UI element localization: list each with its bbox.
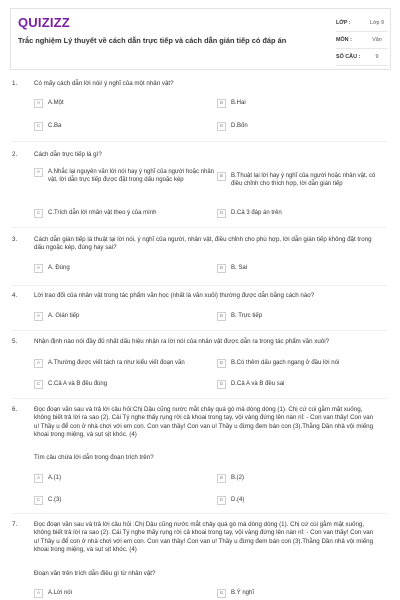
meta-row-count [336, 49, 388, 66]
option-letter: A [34, 99, 43, 108]
option-letter: A [34, 312, 43, 321]
option-a[interactable] [34, 590, 204, 598]
option-letter: D [217, 496, 226, 505]
meta-value: Lớp 9 [369, 20, 385, 26]
option-text: A. Gián tiếp [48, 313, 80, 319]
option-text: D.Cả 3 đáp án trên [231, 210, 282, 216]
option-a[interactable] [34, 265, 204, 273]
option-b[interactable] [217, 313, 377, 321]
option-text: D.Cả A và B đều sai [231, 381, 285, 387]
question-subtext: Đoạn văn trên trích dẫn điều gì từ nhân vật? [34, 570, 156, 577]
page-title: Trắc nghiệm Lý thuyết về cách dẫn trực tiếp và cách dẫn gián tiếp có đáp án [18, 36, 287, 45]
option-b[interactable] [217, 100, 377, 108]
question-text: Đọc đoạn văn sau và trả lời câu hỏi:Chị Dậu cũng nước mắt chảy quá gò má dòng dòng (1). Chị cứ cúi gằm mặt xuống, không biết trả lời ra sao (2). Cái Tý nghe thấy rụng rời cả khoai trong tay, vội vàng đứng lên nàn nỉ: - Con van thầy! Con van u! Thầy u để con ở nhà chơi với em con. Con van thầy! Con van u! Thầy u đừng đem bán con (3).Thằng Dần nhả vội miếng khoai trong miệng, và sụt sịt khóc. (4) [34, 406, 374, 439]
option-text: B.(2) [231, 475, 245, 481]
question-text: Cách dẫn trực tiếp là gì? [34, 151, 102, 158]
option-a[interactable] [34, 169, 214, 185]
divider [12, 141, 387, 142]
question-text: Có mấy cách dẫn lời nói/ ý nghĩ của một nhân vật? [34, 80, 174, 87]
option-letter: C [34, 496, 43, 505]
option-text: A. Đúng [48, 265, 70, 271]
divider [12, 330, 387, 331]
option-text: C.Ba [48, 123, 62, 129]
meta-key: LỚP : [336, 20, 351, 26]
question-number: 4. [12, 292, 18, 299]
option-text: A.(1) [48, 475, 62, 481]
option-text: D.(4) [231, 497, 245, 503]
option-letter: A [34, 168, 43, 177]
option-letter: B [217, 589, 226, 598]
option-b[interactable] [217, 360, 377, 368]
option-b[interactable] [217, 590, 377, 598]
question-text: Lời trao đổi của nhân vật trong tác phẩm văn học (nhất là văn xuôi) thường được dẫn bằng cách nào? [34, 292, 315, 299]
option-text: B.Hai [231, 100, 246, 106]
option-a[interactable] [34, 360, 214, 368]
question-number: 6. [12, 406, 18, 413]
option-letter: B [217, 474, 226, 483]
option-text: B.Ý nghĩ [231, 590, 255, 596]
option-d[interactable] [217, 497, 377, 505]
question-number: 2. [12, 151, 18, 158]
divider [12, 513, 387, 514]
meta-value: Văn [372, 37, 382, 43]
option-d[interactable] [217, 123, 377, 131]
option-a[interactable] [34, 313, 204, 321]
divider [12, 227, 387, 228]
divider [12, 285, 387, 286]
meta-key: SỐ CÂU : [336, 54, 361, 60]
question-number: 1. [12, 80, 18, 87]
option-text: B.Thuật lại lời hay ý nghĩ của người hoặc nhân vật, có điều chỉnh cho thích hợp, lời dẫn gián tiếp [231, 173, 376, 187]
option-d[interactable] [217, 381, 377, 389]
option-text: A.Thường được viết tách ra như kiểu viết đoạn văn [48, 360, 185, 366]
option-text: A.Nhắc lại nguyên văn lời nói hay ý nghĩ của người hoặc nhân vật, lời dẫn trực tiếp được đặt trong dấu ngoặc kép [48, 169, 214, 183]
option-c[interactable] [34, 381, 214, 389]
option-c[interactable] [34, 210, 214, 218]
option-text: B. Sai [231, 265, 248, 271]
question-number: 5. [12, 338, 18, 345]
question-text: Đọc đoạn văn sau và trả lời câu hỏi :Chị Dậu cũng nước mắt chảy quá gò má dòng dòng (1). Chị cứ cúi gằm mặt xuống, không biết trả lời ra sao (2). Cái Tý nghe thấy rụng rời cả khoai trong tay, vội vàng đứng lên nàn nỉ: - Con van thầy! Con van u! Thầy u để con ở nhà chơi với em con. Con van thầy! Con van u! Thầy u đừng đem bán con (3).Thằng Dần nhả vội miếng khoai trong miệng, và sụt sịt khóc. (4) [34, 521, 374, 554]
option-text: A.Lời nói [48, 590, 72, 596]
option-letter: C [34, 122, 43, 131]
question-number: 3. [12, 236, 18, 243]
option-text: B.Có thêm dấu gạch ngang ở đầu lời nói [231, 360, 340, 366]
question-subtext: Tìm câu chứa lời dẫn trong đoạn trích trên? [34, 454, 154, 461]
option-letter: D [217, 209, 226, 218]
meta-row-grade [336, 15, 388, 32]
divider [12, 398, 387, 399]
option-letter: D [217, 380, 226, 389]
option-letter: B [217, 99, 226, 108]
question-text: Nhận định nào nói đầy đủ nhất dấu hiệu nhận ra lời nói của nhân vật được dẫn ra trong tác phẩm văn xuôi? [34, 338, 330, 345]
option-c[interactable] [34, 497, 204, 505]
question-number: 7. [12, 521, 18, 528]
option-letter: A [34, 264, 43, 273]
option-b[interactable] [217, 265, 377, 273]
option-text: D.Bốn [231, 123, 248, 129]
option-letter: A [34, 474, 43, 483]
option-b[interactable] [217, 173, 377, 189]
option-letter: C [34, 209, 43, 218]
option-a[interactable] [34, 475, 204, 483]
option-d[interactable] [217, 210, 377, 218]
meta-value: 9 [375, 54, 379, 60]
option-letter: C [34, 380, 43, 389]
option-letter: A [34, 589, 43, 598]
option-text: C.Cả A và B đều đúng [48, 381, 108, 387]
option-c[interactable] [34, 123, 204, 131]
meta-row-subject [336, 32, 388, 49]
meta-table [336, 15, 388, 66]
option-letter: B [217, 172, 226, 181]
option-letter: B [217, 359, 226, 368]
option-text: C.(3) [48, 497, 62, 503]
option-a[interactable] [34, 100, 204, 108]
option-letter: A [34, 359, 43, 368]
worksheet-header [10, 8, 391, 70]
option-b[interactable] [217, 475, 377, 483]
option-text: B. Trực tiếp [231, 313, 263, 319]
meta-key: MÔN : [336, 37, 352, 43]
option-letter: B [217, 312, 226, 321]
quizizz-logo: QUIZIZZ [18, 15, 70, 30]
option-letter: D [217, 122, 226, 131]
question-text: Cách dẫn gián tiếp là thuật lại lời nói, ý nghĩ của người, nhân vật, điều chỉnh cho phù hợp, lời dẫn gián tiếp không đặt trong dấu ngoặc kép, đúng hay sai? [34, 236, 372, 252]
option-text: A.Một [48, 100, 64, 106]
option-letter: B [217, 264, 226, 273]
option-text: C.Trích dẫn lời nhân vật theo ý của mình [48, 210, 157, 216]
